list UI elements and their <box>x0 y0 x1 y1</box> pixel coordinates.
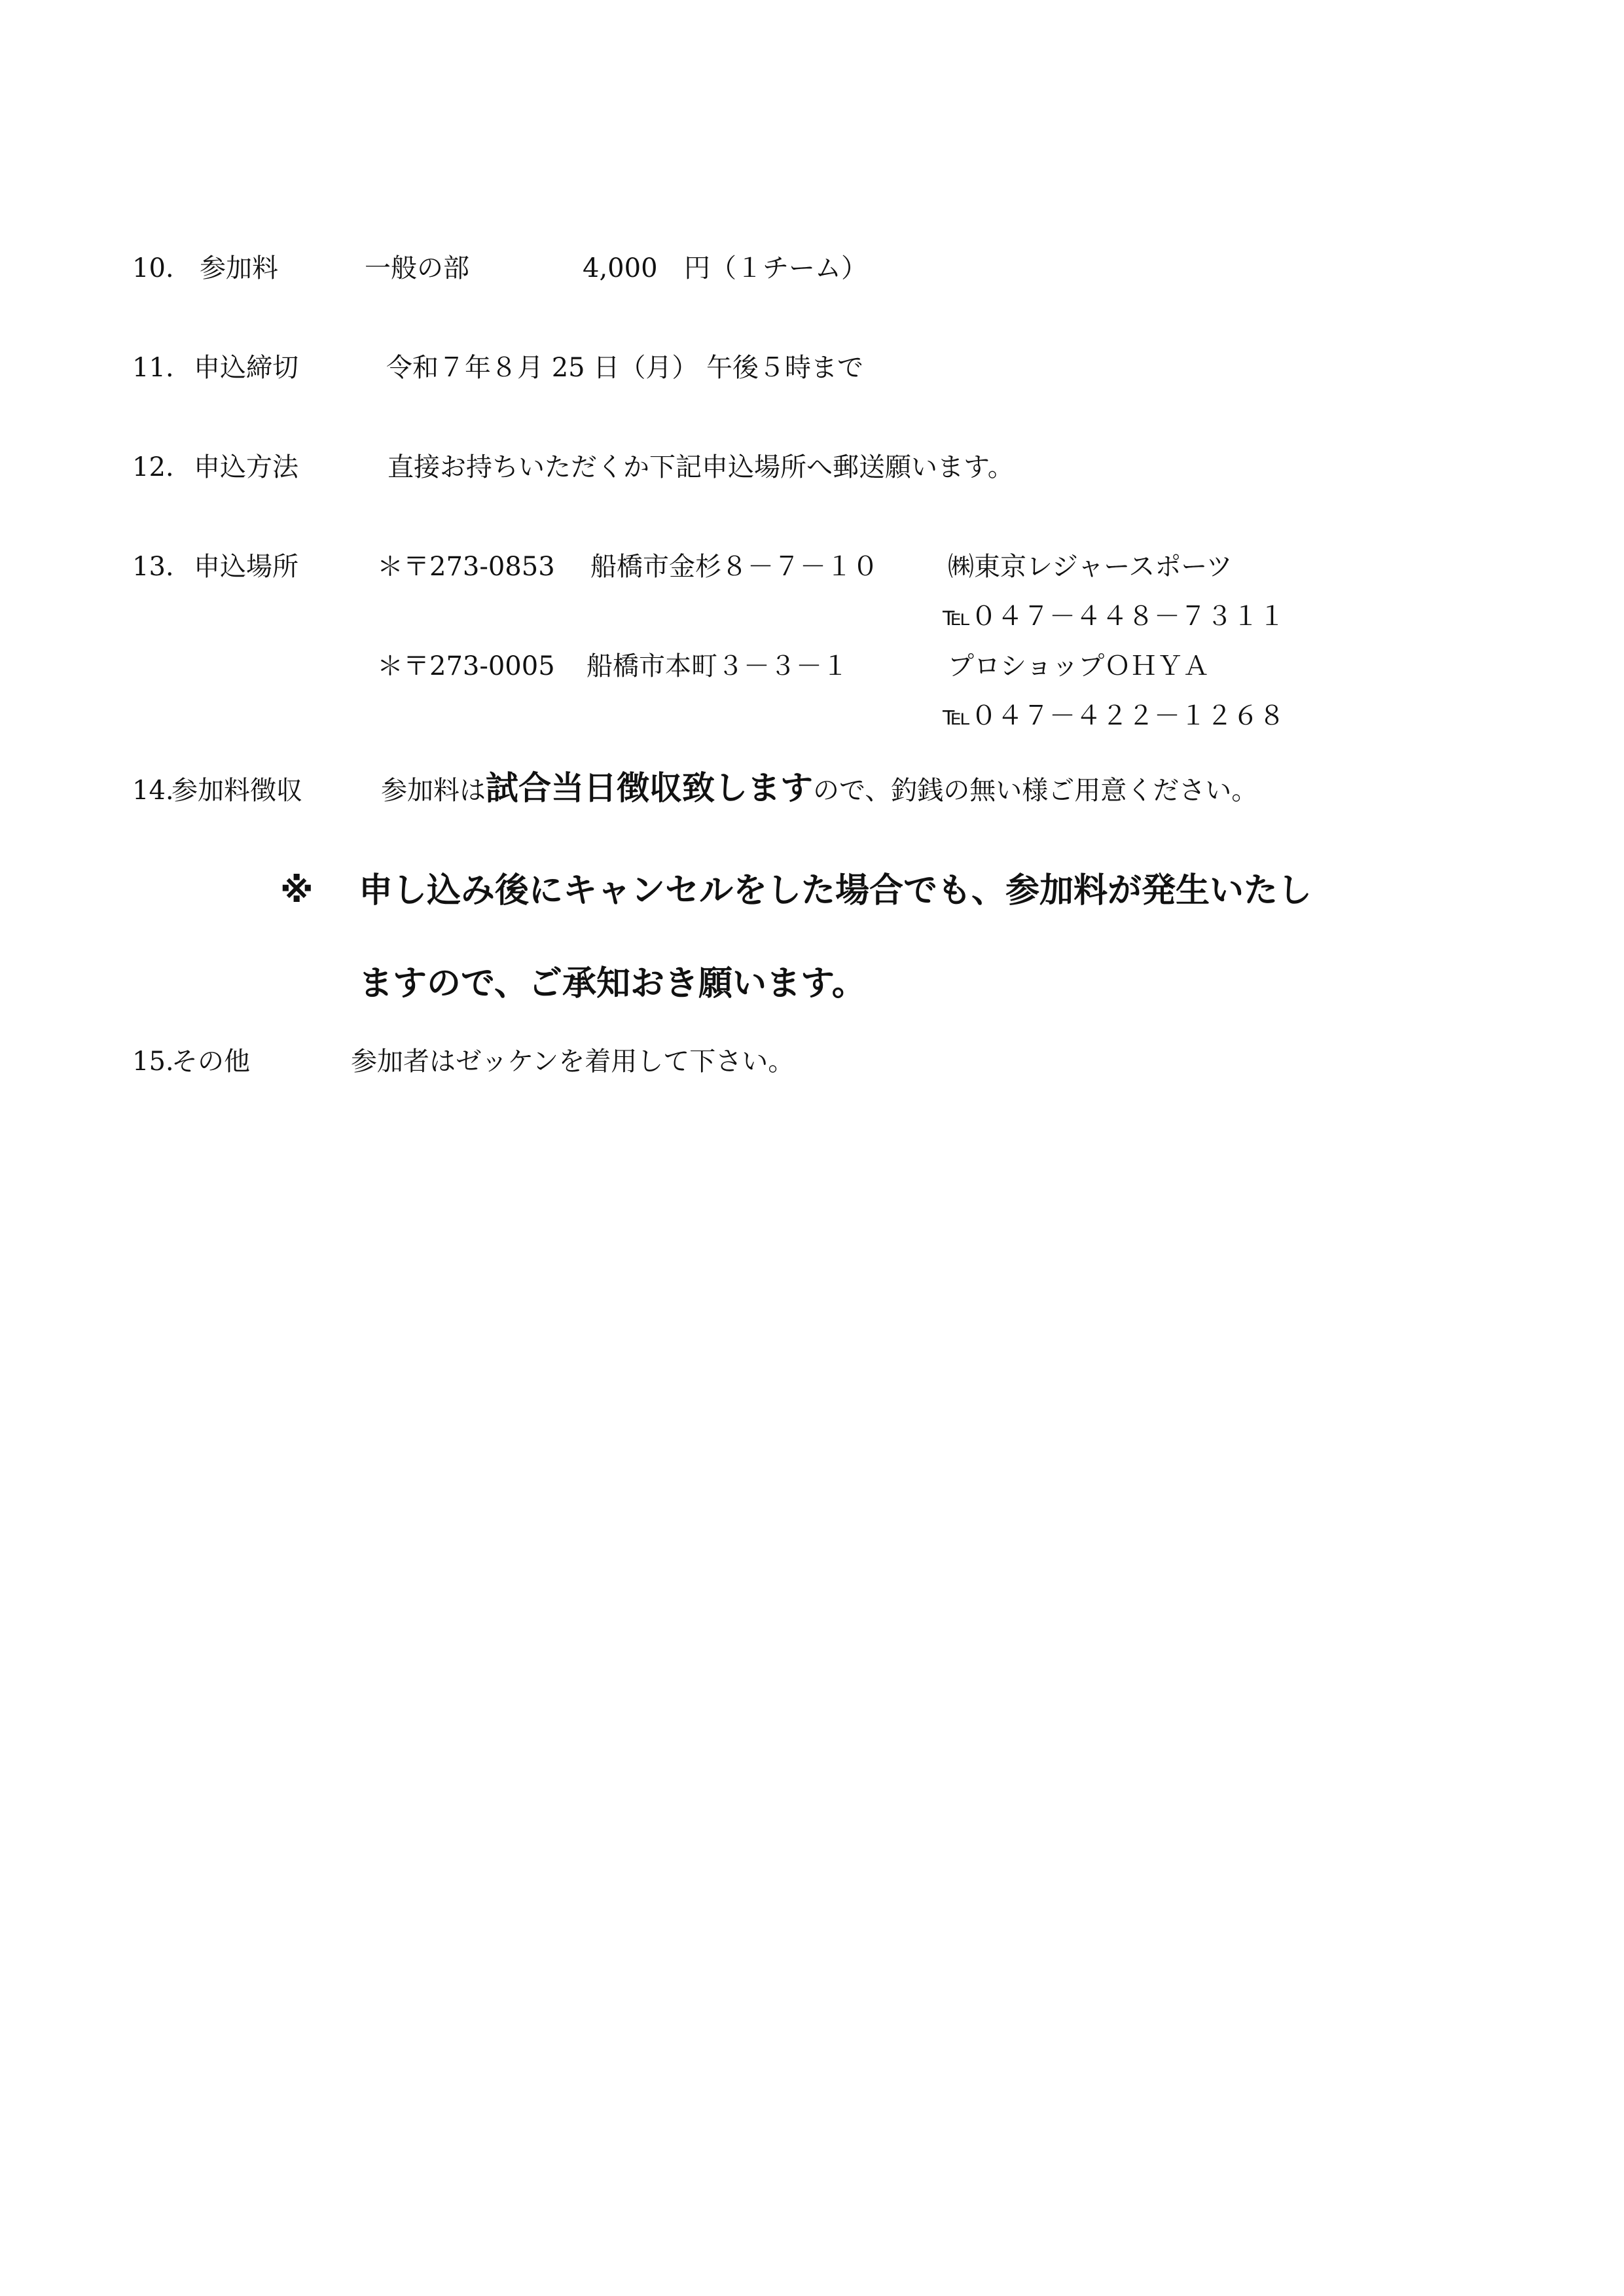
item-12-value: 直接お持ちいただくか下記申込場所へ郵送願います。 <box>388 452 1014 482</box>
item-14-label: 参加料徴収 <box>171 776 302 806</box>
item-14-value-suffix: ので、釣銭の無い様ご用意ください。 <box>813 776 1258 806</box>
place-2-address: 船橋市本町３－３－１ <box>586 651 848 681</box>
item-10-label: 参加料 <box>200 253 278 283</box>
item-14-value-emphasis: 試合当日徴収致します <box>486 769 813 807</box>
item-11-number: 11. <box>132 353 174 383</box>
notice-line-2: ますので、ご承知おき願います。 <box>359 964 866 1003</box>
notice-line-1: 申し込み後にキャンセルをした場合でも、参加料が発生いたし <box>359 871 1312 910</box>
item-10-amount: 4,000 <box>583 253 658 283</box>
item-13-number: 13. <box>132 552 174 582</box>
item-10-unit: 円（１チーム） <box>684 253 867 283</box>
item-10-number: 10. <box>132 253 174 283</box>
item-15-value: 参加者はゼッケンを着用して下さい。 <box>351 1047 795 1077</box>
item-14-value <box>381 770 1257 809</box>
item-11-value: 令和７年８月 25 日（月） 午後５時まで <box>386 353 864 383</box>
item-11-label: 申込締切 <box>194 353 298 383</box>
notice-mark: ※ <box>280 871 314 910</box>
place-2-postal: ＊〒273-0005 <box>377 651 555 681</box>
place-1-address: 船橋市金杉８－７－１０ <box>590 552 878 582</box>
item-14-value-prefix: 参加料は <box>381 776 486 806</box>
place-2-tel: ℡０４７－４２２－１２６８ <box>943 701 1285 731</box>
item-15-label: その他 <box>171 1047 250 1077</box>
item-10-category: 一般の部 <box>365 253 469 283</box>
item-14-number: 14. <box>132 776 174 806</box>
place-1-tel: ℡０４７－４４８－７３１１ <box>943 601 1285 632</box>
item-12-label: 申込方法 <box>194 452 298 482</box>
place-2-name: プロショップＯＨＹＡ <box>948 651 1210 681</box>
place-1-name: ㈱東京レジャースポーツ <box>948 552 1233 582</box>
item-12-number: 12. <box>132 452 174 482</box>
item-13-label: 申込場所 <box>194 552 298 582</box>
place-1-postal: ＊〒273-0853 <box>377 552 555 582</box>
item-15-number: 15. <box>132 1047 174 1077</box>
